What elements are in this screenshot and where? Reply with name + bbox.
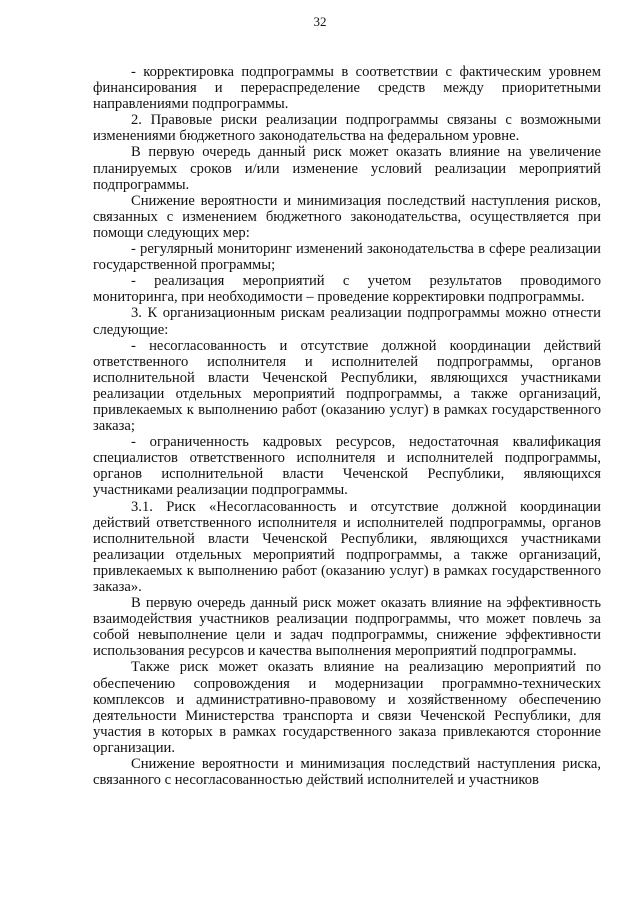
paragraph: В первую очередь данный риск может оказать влияние на увеличение планируемых сроков и/или изменение условий реализации мероприятий подпрограммы.: [93, 144, 601, 193]
paragraph: В первую очередь данный риск может оказать влияние на эффективность взаимодействия участников реализации подпрограммы, что может повлечь за собой невыполнение цели и задач подпрограммы, снижение эффективности использования ресурсов и качества выполнения мероприятий подпрограммы.: [93, 595, 601, 660]
paragraph: 3. К организационным рискам реализации подпрограммы можно отнести следующие:: [93, 305, 601, 338]
paragraph: 2. Правовые риски реализации подпрограммы связаны с возможными изменениями бюджетного законодательства на федеральном уровне.: [93, 112, 601, 145]
paragraph: 3.1. Риск «Несогласованность и отсутствие должной координации действий ответственного исполнителя и исполнителей подпрограммы, органов исполнительной власти Чеченской Республики, являющихся участниками реализации отдельных мероприятий подпрограммы, а также организаций, привлекаемых к выполнению работ (оказанию услуг) в рамках государственного заказа».: [93, 498, 601, 595]
page-number: 32: [313, 14, 327, 29]
paragraph: - ограниченность кадровых ресурсов, недостаточная квалификация специалистов ответственного исполнителя и исполнителей подпрограммы, органов исполнительной власти Чеченской Республики, являющихся участниками реализации подпрограммы.: [93, 434, 601, 499]
paragraph: - регулярный мониторинг изменений законодательства в сфере реализации государственной программы;: [93, 241, 601, 274]
paragraph: Также риск может оказать влияние на реализацию мероприятий по обеспечению сопровождения и модернизации программно-технических комплексов и административно-правовому и хозяйственному обеспечению деятельности Министерства транспорта и связи Чеченской Республики, для участия в которых в рамках государственного заказа привлекаются сторонние организации.: [93, 659, 601, 756]
paragraph: - реализация мероприятий с учетом результатов проводимого мониторинга, при необходимости – проведение корректировки подпрограммы.: [93, 273, 601, 306]
paragraph: - несогласованность и отсутствие должной координации действий ответственного исполнителя и исполнителей подпрограммы, органов исполнительной власти Чеченской Республики, являющихся участниками реализации отдельных мероприятий подпрограммы, а также организаций, привлекаемых к выполнению работ (оказанию услуг) в рамках государственного заказа;: [93, 337, 601, 435]
document-body: [93, 64, 601, 788]
paragraph: - корректировка подпрограммы в соответствии с фактическим уровнем финансирования и перераспределение средств между приоритетными направлениями подпрограммы.: [93, 64, 601, 113]
paragraph: Снижение вероятности и минимизация последствий наступления риска, связанного с несогласованностью действий исполнителей и участников: [93, 756, 601, 789]
paragraph: Снижение вероятности и минимизация последствий наступления рисков, связанных с изменением бюджетного законодательства, осуществляется при помощи следующих мер:: [93, 192, 601, 241]
